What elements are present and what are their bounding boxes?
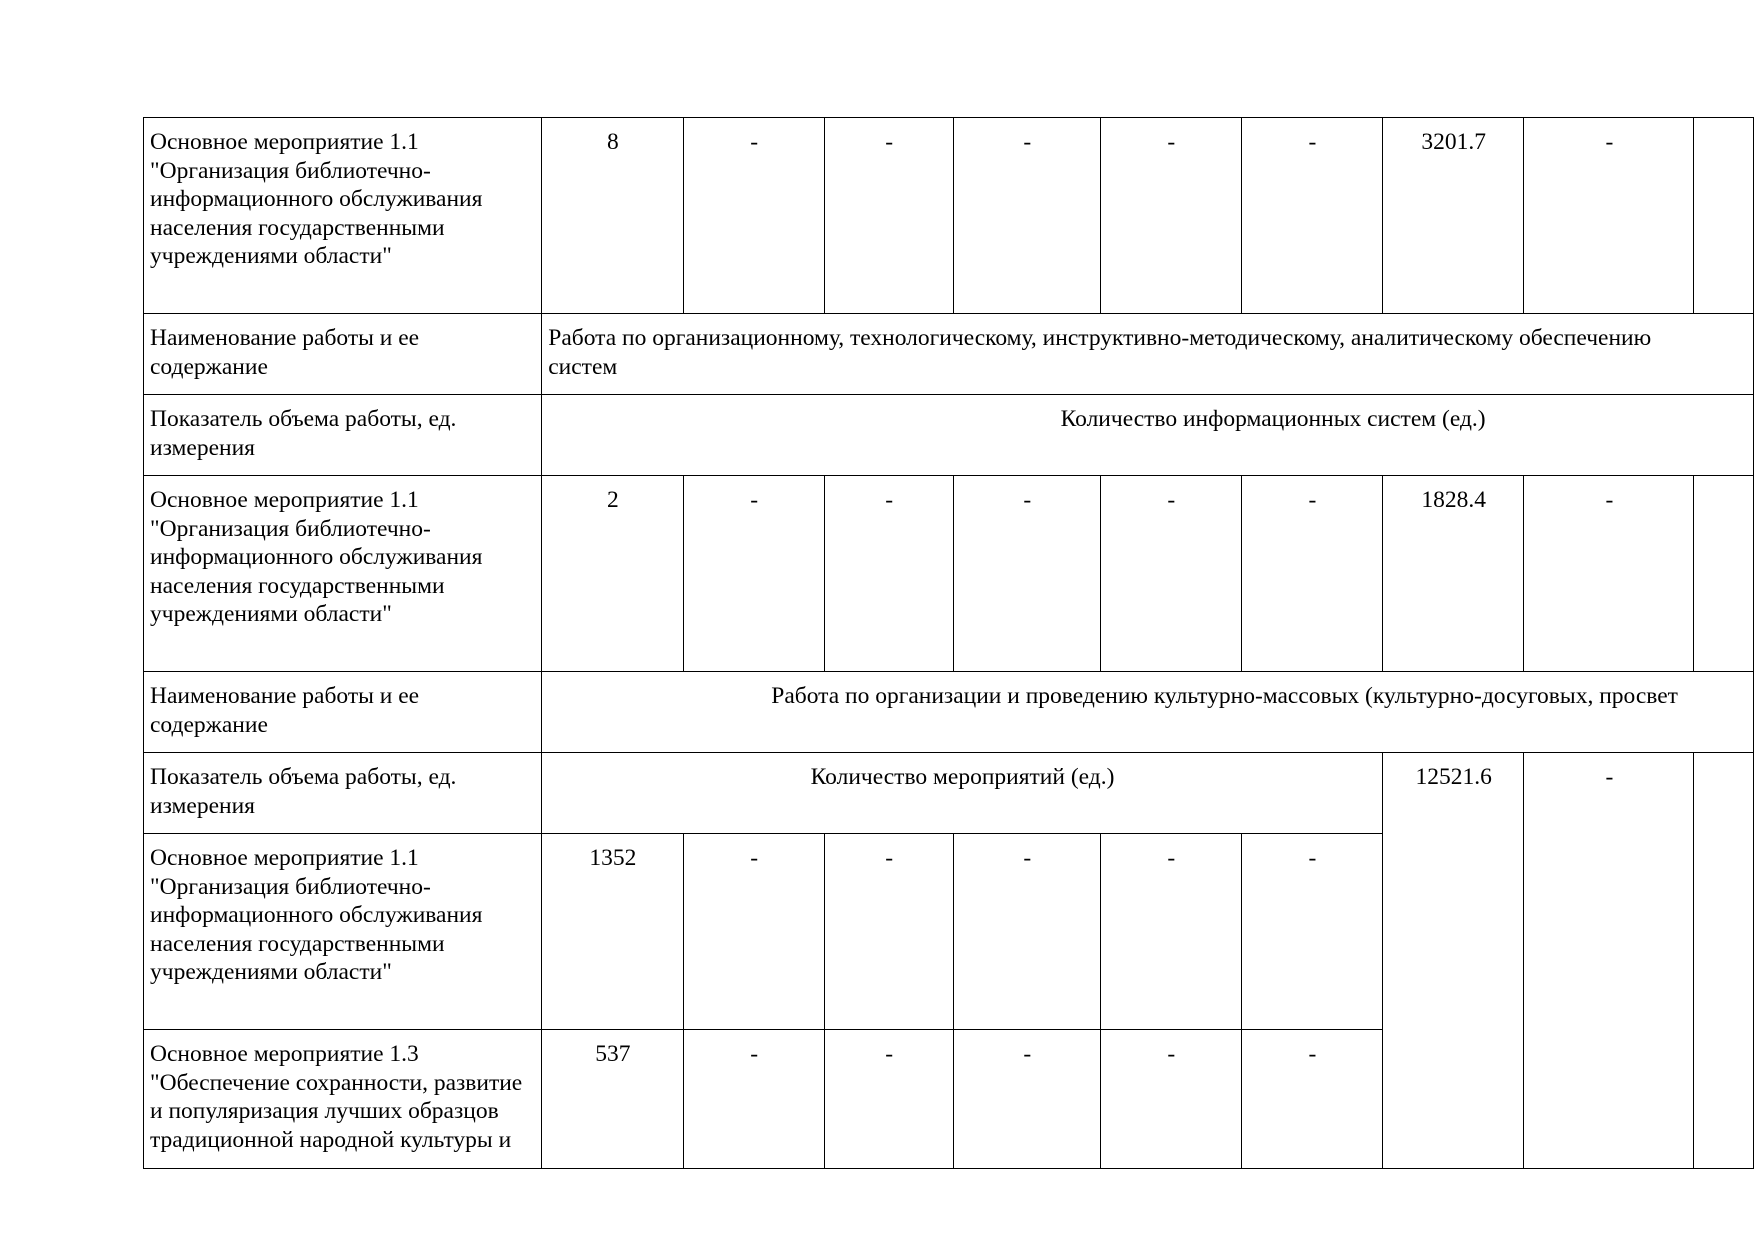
value-cell: - xyxy=(1241,118,1382,314)
row-label: Основное мероприятие 1.1 "Организация библиотечно-информационного обслуживания населения государственными учреждениями области" xyxy=(144,118,542,314)
value-cell: - xyxy=(953,118,1100,314)
row-label: Наименование работы и ее содержание xyxy=(144,314,542,395)
value-cell: - xyxy=(683,118,824,314)
row-label: Основное мероприятие 1.3 "Обеспечение сохранности, развитие и популяризация лучших образцов традиционной народной культуры и xyxy=(144,1030,542,1169)
empty-cell xyxy=(1694,118,1754,314)
work-description-line: Работа по организационному, технологическому, инструктивно-методическому, аналитическому обеспечению xyxy=(548,325,1652,351)
empty-cell xyxy=(1694,476,1754,672)
work-description xyxy=(542,672,1754,753)
value-cell: - xyxy=(1100,118,1241,314)
value-cell: - xyxy=(1524,118,1694,314)
row-label: Основное мероприятие 1.1 "Организация библиотечно-информационного обслуживания населения государственными учреждениями области" xyxy=(144,476,542,672)
table-row xyxy=(144,118,1754,314)
value-cell: - xyxy=(953,476,1100,672)
merged-value-cell: - xyxy=(1524,753,1694,1169)
value-cell: 1828.4 xyxy=(1382,476,1524,672)
work-description-line: систем xyxy=(548,353,618,380)
indicator-text: Количество информационных систем (ед.) xyxy=(1060,406,1486,432)
value-cell: - xyxy=(1241,834,1382,1030)
work-description-line: Работа по организации и проведению культурно-массовых (культурно-досуговых, просвет xyxy=(771,683,1678,709)
table-row xyxy=(144,476,1754,672)
value-cell: - xyxy=(824,1030,953,1169)
row-label: Основное мероприятие 1.1 "Организация библиотечно-информационного обслуживания населения государственными учреждениями области" xyxy=(144,834,542,1030)
value-cell: - xyxy=(683,834,824,1030)
value-cell: - xyxy=(1241,1030,1382,1169)
indicator-description: Количество мероприятий (ед.) xyxy=(542,753,1383,834)
value-cell: - xyxy=(1100,834,1241,1030)
merged-value-cell: 12521.6 xyxy=(1382,753,1524,1169)
value-cell: 537 xyxy=(542,1030,683,1169)
work-description xyxy=(542,314,1754,395)
empty-cell xyxy=(1694,753,1754,1169)
value-cell: - xyxy=(953,834,1100,1030)
row-label: Показатель объема работы, ед. измерения xyxy=(144,395,542,476)
table-row xyxy=(144,395,1754,476)
value-cell: 2 xyxy=(542,476,683,672)
value-cell: - xyxy=(953,1030,1100,1169)
indicator-description xyxy=(542,395,1754,476)
table-row xyxy=(144,314,1754,395)
value-cell: - xyxy=(683,476,824,672)
program-activities-table xyxy=(143,117,1754,1169)
value-cell: 8 xyxy=(542,118,683,314)
value-cell: - xyxy=(683,1030,824,1169)
value-cell: 1352 xyxy=(542,834,683,1030)
value-cell: - xyxy=(824,118,953,314)
value-cell: - xyxy=(1100,476,1241,672)
value-cell: - xyxy=(824,834,953,1030)
value-cell: - xyxy=(1524,476,1694,672)
value-cell: - xyxy=(1100,1030,1241,1169)
row-label: Наименование работы и ее содержание xyxy=(144,672,542,753)
table-row xyxy=(144,672,1754,753)
value-cell: - xyxy=(1241,476,1382,672)
value-cell: - xyxy=(824,476,953,672)
row-label: Показатель объема работы, ед. измерения xyxy=(144,753,542,834)
table-row xyxy=(144,753,1754,834)
value-cell: 3201.7 xyxy=(1382,118,1524,314)
